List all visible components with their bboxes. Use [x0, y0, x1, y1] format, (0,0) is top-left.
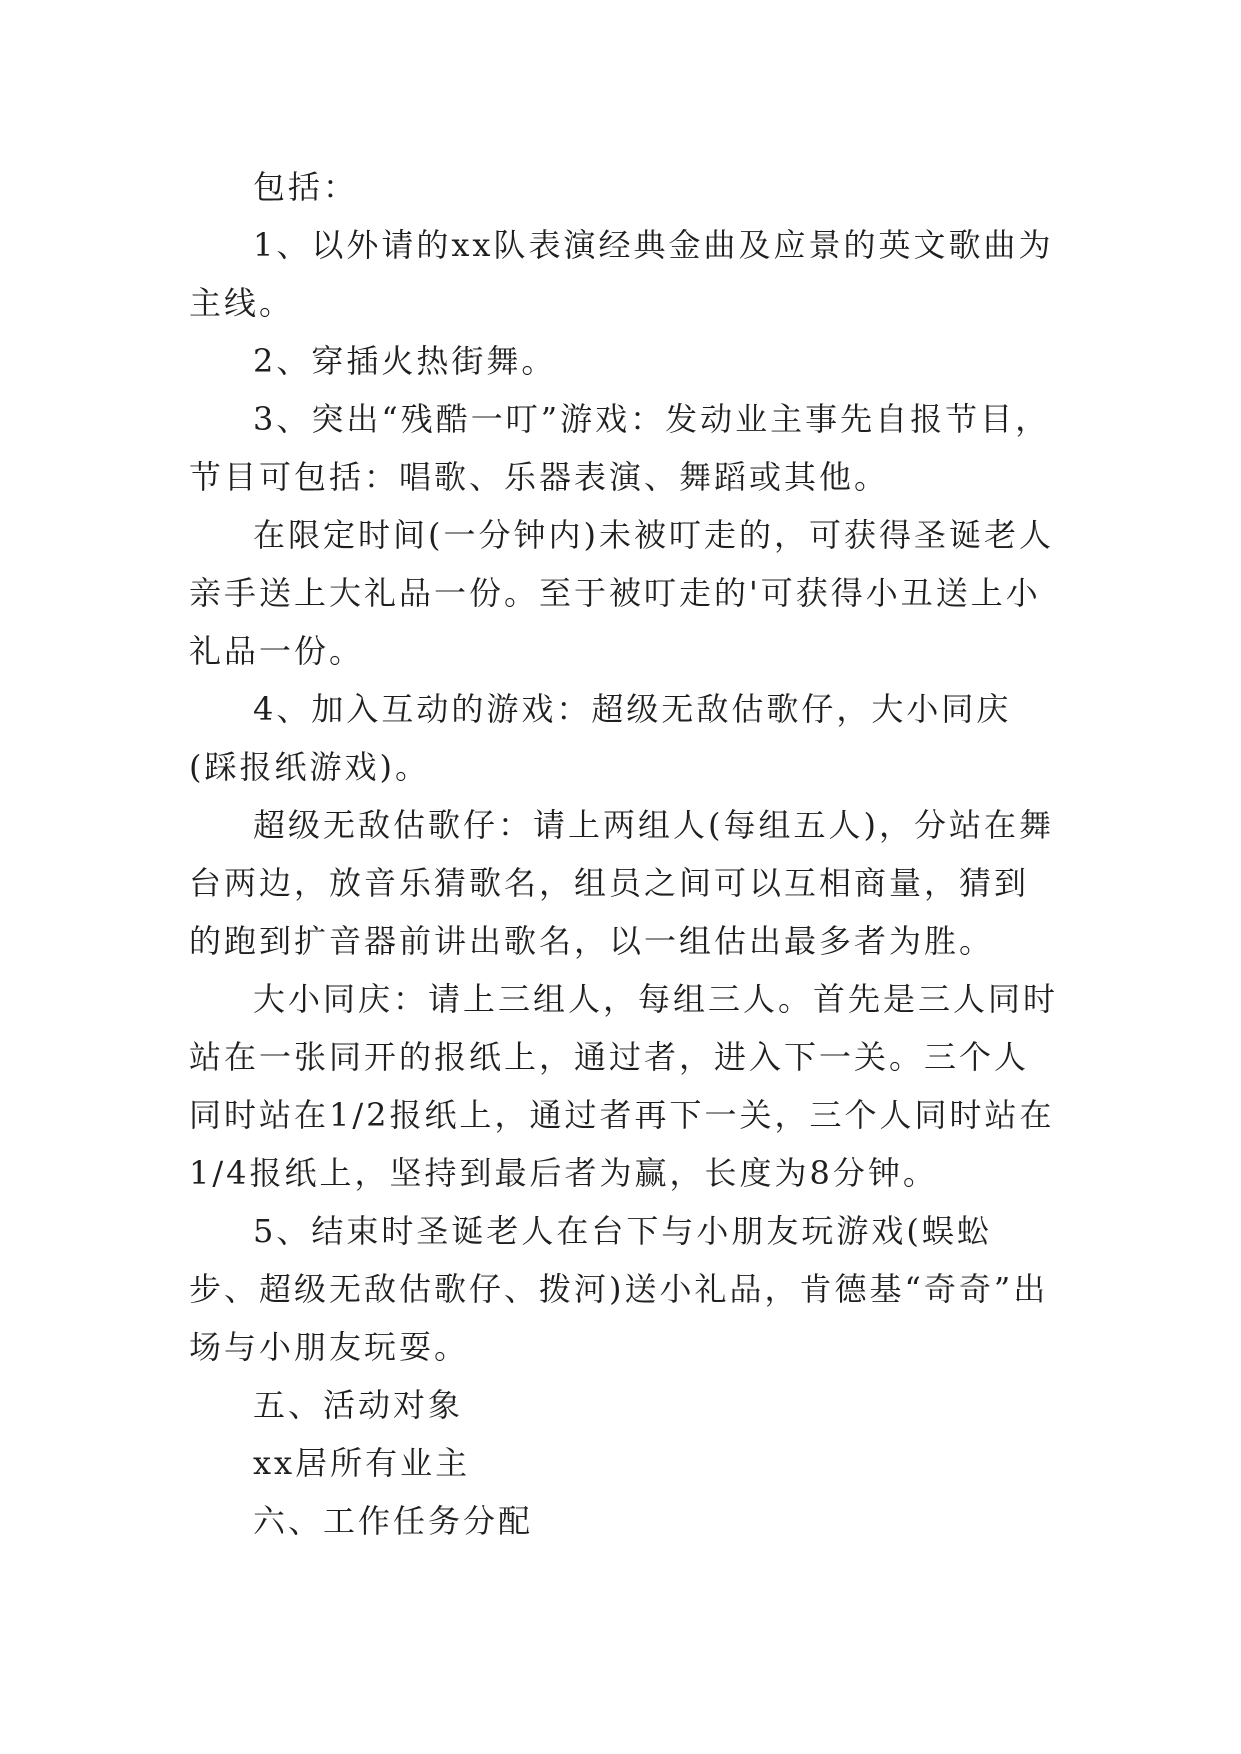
document-body: [189, 158, 1059, 1550]
paragraph-item-1: 1、以外请的xx队表演经典金曲及应景的英文歌曲为主线。: [189, 226, 1054, 322]
section-heading-audience: 五、活动对象: [253, 1386, 464, 1424]
paragraph-game-guess-song: 超级无敌估歌仔：请上两组人(每组五人)，分站在舞台两边，放音乐猜歌名，组员之间可以互相商量，猜到的跑到扩音器前讲出歌名，以一组估出最多者为胜。: [189, 806, 1054, 960]
paragraph-item-2: 2、穿插火热街舞。: [253, 342, 557, 380]
paragraph-audience: xx居所有业主: [253, 1444, 471, 1482]
paragraph-item-4: 4、加入互动的游戏：超级无敌估歌仔，大小同庆(踩报纸游戏)。: [189, 690, 1012, 786]
paragraph-item-3-detail: 在限定时间(一分钟内)未被叮走的，可获得圣诞老人亲手送上大礼品一份。至于被叮走的'可获得小丑送上小礼品一份。: [189, 516, 1054, 670]
section-heading-task-assignment: 六、工作任务分配: [253, 1502, 534, 1540]
paragraph-item-3: 3、突出“残酷一叮”游戏：发动业主事先自报节目，节目可包括：唱歌、乐器表演、舞蹈或其他。: [189, 400, 1051, 496]
paragraph-game-newspaper: 大小同庆：请上三组人，每组三人。首先是三人同时站在一张同开的报纸上，通过者，进入下一关。三个人同时站在1/2报纸上，通过者再下一关，三个人同时站在1/4报纸上，坚持到最后者为赢，长度为8分钟。: [189, 980, 1059, 1192]
paragraph-item-5: 5、结束时圣诞老人在台下与小朋友玩游戏(蜈蚣步、超级无敌估歌仔、拨河)送小礼品，肯德基“奇奇”出场与小朋友玩耍。: [189, 1212, 1049, 1366]
paragraph-intro: 包括：: [253, 168, 359, 206]
